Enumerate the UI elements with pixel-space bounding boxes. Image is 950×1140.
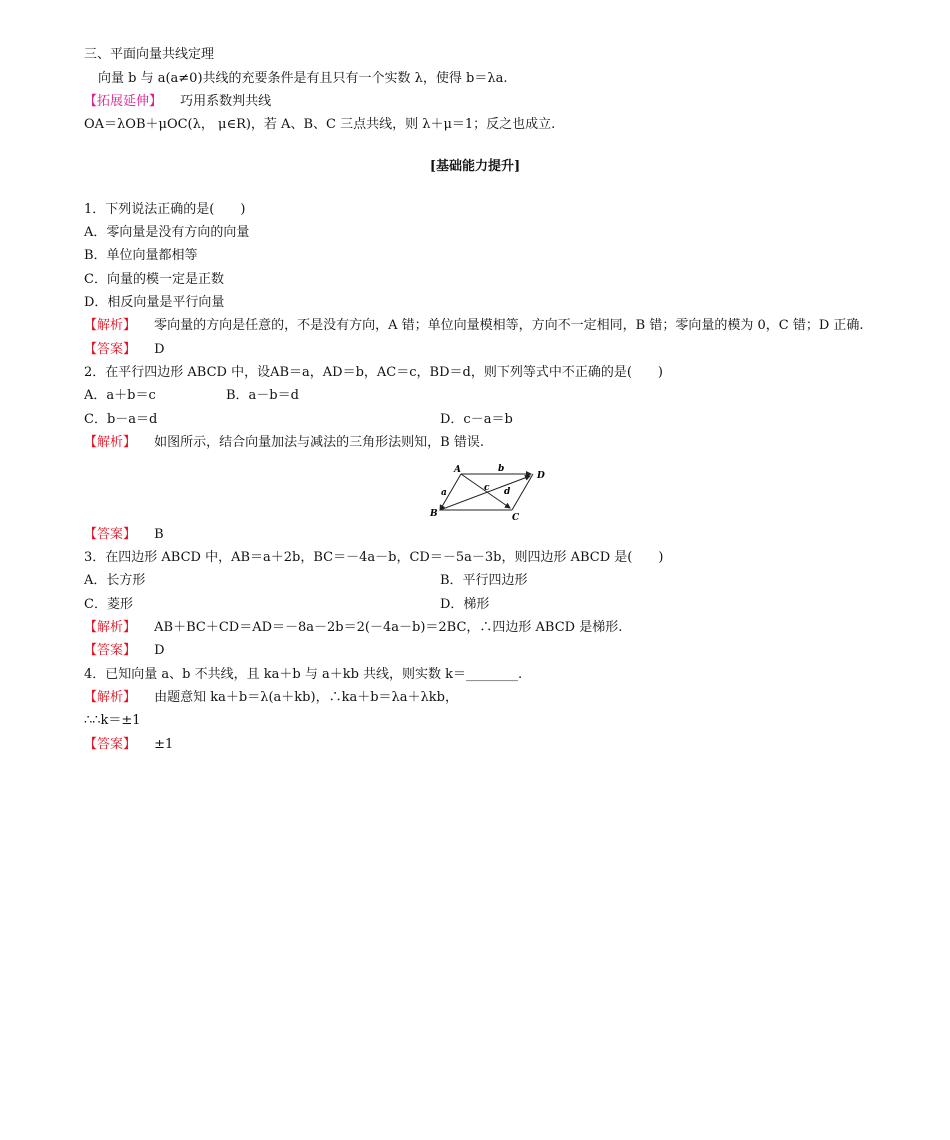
point-b-label: B <box>430 509 438 519</box>
extension-title: 巧用系数判共线 <box>180 94 272 109</box>
q2-answer-value: B <box>154 527 164 542</box>
analysis-tag: 【解析】 <box>84 318 137 333</box>
analysis-tag: 【解析】 <box>84 690 137 705</box>
q2-analysis <box>84 434 484 452</box>
side-dc <box>512 474 533 510</box>
section-heading: 三、平面向量共线定理 <box>84 47 215 62</box>
extension-line <box>84 93 271 111</box>
q2-option-a: A．a＋b＝c <box>84 388 156 403</box>
q2-analysis-text: 如图所示，结合向量加法与减法的三角形法则知，B 错误. <box>154 435 484 450</box>
point-c-label: C <box>512 513 520 523</box>
q1-answer-value: D <box>154 342 165 357</box>
q2-stem: 2．在平行四边形 ABCD 中，设AB＝a，AD＝b，AC＝c，BD＝d，则下列等式中不正确的是( ) <box>84 365 663 380</box>
q3-answer-value: D <box>154 643 165 658</box>
point-d-label: D <box>537 471 545 481</box>
q3-option-c: C．菱形 <box>84 597 133 612</box>
theorem-text: 向量 b 与 a(a≠0)共线的充要条件是有且只有一个实数 λ，使得 b＝λa. <box>98 71 508 86</box>
q3-analysis-text: AB＋BC＋CD＝AD＝－8a－2b＝2(－4a－b)＝2BC，∴四边形 ABCD 是梯形. <box>154 620 623 635</box>
q1-answer <box>84 341 165 359</box>
analysis-tag: 【解析】 <box>84 435 137 450</box>
vector-c-label: c <box>484 483 490 493</box>
answer-tag: 【答案】 <box>84 643 137 658</box>
extension-body: OA＝λOB＋μOC(λ， μ∈R)，若 A、B、C 三点共线，则 λ＋μ＝1；反之也成立. <box>84 117 556 132</box>
q2-option-d: D．c－a＝b <box>440 412 513 427</box>
vector-d-line <box>440 476 530 510</box>
q1-stem: 1．下列说法正确的是( ) <box>84 202 246 217</box>
q2-option-c: C．b－a＝d <box>84 412 158 427</box>
answer-tag: 【答案】 <box>84 342 137 357</box>
q3-option-b: B．平行四边形 <box>440 573 528 588</box>
point-a-label: A <box>454 465 461 475</box>
q4-answer-value: ±1 <box>154 737 174 752</box>
q1-option-b: B．单位向量都相等 <box>84 248 198 263</box>
q2-option-b: B．a－b＝d <box>226 388 299 403</box>
vector-b-label: b <box>498 464 505 474</box>
q4-answer <box>84 736 173 754</box>
vector-a-label: a <box>441 488 447 498</box>
q1-analysis <box>84 317 864 335</box>
q4-result-line: ∴∴k＝±1 <box>84 713 141 728</box>
extension-tag: 【拓展延伸】 <box>84 94 163 109</box>
q3-stem: 3．在四边形 ABCD 中，AB＝a＋2b，BC＝－4a－b，CD＝－5a－3b，则四边形 ABCD 是( ) <box>84 550 664 565</box>
vector-d-label: d <box>504 487 511 497</box>
q2-answer <box>84 526 164 544</box>
analysis-tag: 【解析】 <box>84 620 137 635</box>
q3-answer <box>84 642 165 660</box>
answer-tag: 【答案】 <box>84 527 137 542</box>
q4-stem: 4．已知向量 a、b 不共线，且 ka＋b 与 a＋kb 共线，则实数 k＝________. <box>84 667 523 682</box>
q3-analysis <box>84 619 622 637</box>
q4-analysis-text: 由题意知 ka＋b＝λ(a＋kb)，∴ka＋b＝λa＋λkb， <box>154 690 458 705</box>
q3-option-a: A．长方形 <box>84 573 146 588</box>
q1-option-c: C．向量的模一定是正数 <box>84 272 224 287</box>
answer-tag: 【答案】 <box>84 737 137 752</box>
q3-option-d: D．梯形 <box>440 597 490 612</box>
q1-option-a: A．零向量是没有方向的向量 <box>84 225 250 240</box>
section-title: [基础能力提升] <box>429 159 521 174</box>
q1-analysis-text: 零向量的方向是任意的，不是没有方向，A 错；单位向量模相等，方向不一定相同，B 错；零向量的模为 0，C 错；D 正确. <box>154 318 864 333</box>
parallelogram-figure <box>428 462 552 524</box>
q1-option-d: D．相反向量是平行向量 <box>84 295 225 310</box>
q4-analysis <box>84 689 458 707</box>
